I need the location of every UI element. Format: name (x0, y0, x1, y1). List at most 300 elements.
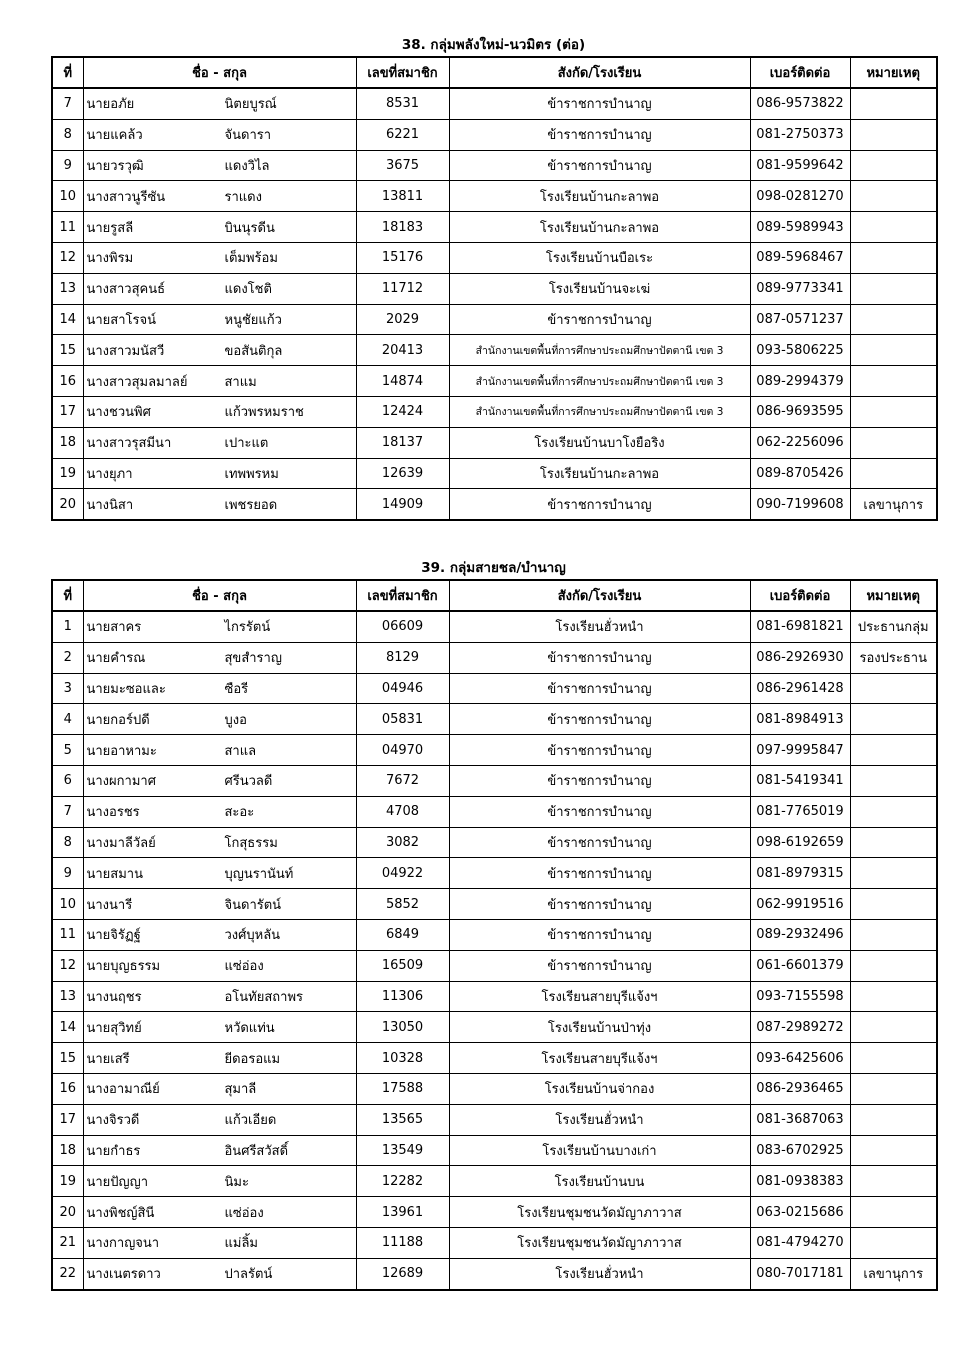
table-row (52, 673, 937, 704)
affiliation: ข้าราชการบำนาญ (449, 858, 750, 889)
table-header-row (52, 580, 937, 611)
affiliation: โรงเรียนบ้านจะเฆ่ (449, 273, 750, 304)
member-id: 06609 (356, 611, 449, 642)
note (850, 366, 937, 397)
table-row (52, 858, 937, 889)
member-name (83, 119, 356, 150)
first-name: นางสาวสุมลมาลย์ (86, 374, 188, 390)
member-name (83, 1197, 356, 1228)
first-name: นายแคล้ว (86, 128, 143, 144)
member-name (83, 919, 356, 950)
member-id: 13961 (356, 1197, 449, 1228)
first-name: นายกอร์ปดี (86, 712, 150, 728)
row-number: 15 (52, 335, 83, 366)
phone-number: 089-5989943 (750, 212, 850, 243)
phone-number: 063-0215686 (750, 1197, 850, 1228)
row-number: 6 (52, 765, 83, 796)
row-number: 21 (52, 1227, 83, 1258)
last-name: ยีดอรอแม (224, 1051, 281, 1067)
note (850, 1227, 937, 1258)
affiliation: ข้าราชการบำนาญ (449, 827, 750, 858)
row-number: 17 (52, 1104, 83, 1135)
note (850, 1073, 937, 1104)
first-name: นางพิรม (86, 251, 134, 267)
last-name: แดงวิไล (224, 158, 270, 174)
last-name: อินศรีสวัสดิ์ (224, 1143, 289, 1159)
phone-number: 089-8705426 (750, 458, 850, 489)
member-id: 04922 (356, 858, 449, 889)
table-row (52, 119, 937, 150)
member-id: 12282 (356, 1166, 449, 1197)
row-number: 2 (52, 642, 83, 673)
last-name: เปาะแต (224, 436, 269, 452)
member-id: 3082 (356, 827, 449, 858)
member-name (83, 396, 356, 427)
first-name: นางนฤชร (86, 989, 142, 1005)
member-name (83, 981, 356, 1012)
first-name: นางอรชร (86, 805, 140, 821)
affiliation: ข้าราชการบำนาญ (449, 119, 750, 150)
row-number: 7 (52, 796, 83, 827)
affiliation: โรงเรียนบ้านกะลาพอ (449, 181, 750, 212)
affiliation: ข้าราชการบำนาญ (449, 950, 750, 981)
row-number: 18 (52, 1135, 83, 1166)
note: เลขานุการ (850, 1258, 937, 1289)
first-name: นางจิรวดี (86, 1113, 140, 1129)
table-row (52, 458, 937, 489)
last-name: ราแดง (224, 189, 262, 205)
last-name: จินดารัตน์ (224, 897, 282, 913)
phone-number: 089-5968467 (750, 242, 850, 273)
affiliation: ข้าราชการบำนาญ (449, 673, 750, 704)
last-name: บูงอ (224, 712, 247, 728)
row-number: 19 (52, 1166, 83, 1197)
phone-number: 081-4794270 (750, 1227, 850, 1258)
affiliation: โรงเรียนบ้านกะลาพอ (449, 212, 750, 243)
table-row (52, 242, 937, 273)
member-name (83, 765, 356, 796)
last-name: อโนทัยสถาพร (224, 989, 304, 1005)
affiliation: ข้าราชการบำนาญ (449, 889, 750, 920)
table-header-row (52, 57, 937, 88)
row-number: 12 (52, 950, 83, 981)
row-number: 13 (52, 981, 83, 1012)
phone-number: 081-9599642 (750, 150, 850, 181)
member-name (83, 366, 356, 397)
member-id: 13811 (356, 181, 449, 212)
note (850, 458, 937, 489)
member-id: 14909 (356, 489, 449, 520)
table-row (52, 88, 937, 119)
member-id: 05831 (356, 704, 449, 735)
member-name (83, 642, 356, 673)
row-number: 16 (52, 1073, 83, 1104)
header-note: หมายเหตุ (850, 57, 937, 88)
first-name: นายจิรัฏฐ์ (86, 928, 141, 944)
table-row (52, 150, 937, 181)
affiliation: โรงเรียนฮั่วหนำ (449, 1104, 750, 1135)
last-name: สาแม (224, 374, 257, 390)
phone-number: 081-2750373 (750, 119, 850, 150)
affiliation: โรงเรียนบ้านบางเก่า (449, 1135, 750, 1166)
first-name: นายอภัย (86, 97, 135, 113)
first-name: นายสมาน (86, 866, 143, 882)
last-name: นิมะ (224, 1174, 249, 1190)
member-id: 04946 (356, 673, 449, 704)
table-row (52, 212, 937, 243)
table-row (52, 919, 937, 950)
row-number: 8 (52, 827, 83, 858)
phone-number: 062-2256096 (750, 427, 850, 458)
row-number: 17 (52, 396, 83, 427)
member-name (83, 150, 356, 181)
member-name (83, 889, 356, 920)
member-id: 5852 (356, 889, 449, 920)
row-number: 14 (52, 1012, 83, 1043)
note: รองประธาน (850, 642, 937, 673)
affiliation: โรงเรียนบ้านป่าทุ่ง (449, 1012, 750, 1043)
member-name (83, 735, 356, 766)
first-name: นายคำรณ (86, 651, 146, 667)
member-name (83, 1166, 356, 1197)
row-number: 22 (52, 1258, 83, 1289)
affiliation: ข้าราชการบำนาญ (449, 489, 750, 520)
member-id: 3675 (356, 150, 449, 181)
first-name: นางกาญจนา (86, 1236, 160, 1252)
affiliation: โรงเรียนบ้านบือเระ (449, 242, 750, 273)
member-id: 11712 (356, 273, 449, 304)
member-name (83, 304, 356, 335)
phone-number: 087-2989272 (750, 1012, 850, 1043)
last-name: บินนุรดีน (224, 220, 275, 236)
phone-number: 089-9773341 (750, 273, 850, 304)
last-name: จันดารา (224, 128, 272, 144)
affiliation: โรงเรียนบ้านบน (449, 1166, 750, 1197)
member-id: 12689 (356, 1258, 449, 1289)
table-row (52, 950, 937, 981)
member-name (83, 458, 356, 489)
note (850, 889, 937, 920)
phone-number: 086-9693595 (750, 396, 850, 427)
first-name: นางอามาณีย์ (86, 1082, 160, 1098)
last-name: เพชรยอด (224, 497, 278, 513)
table-row (52, 1073, 937, 1104)
header-name: ชื่อ - สกุล (83, 57, 356, 88)
affiliation: โรงเรียนชุมชนวัดมัญาภาวาส (449, 1227, 750, 1258)
phone-number: 090-7199608 (750, 489, 850, 520)
table-row (52, 796, 937, 827)
affiliation: สำนักงานเขตพื้นที่การศึกษาประถมศึกษาปัตตานี เขต 3 (449, 335, 750, 366)
member-id: 17588 (356, 1073, 449, 1104)
affiliation: โรงเรียนสายบุรีแจ้งฯ (449, 981, 750, 1012)
first-name: นางสาวสุคนธ์ (86, 282, 166, 298)
note (850, 181, 937, 212)
table-row (52, 335, 937, 366)
table-row (52, 735, 937, 766)
affiliation: ข้าราชการบำนาญ (449, 735, 750, 766)
affiliation: โรงเรียนชุมชนวัดมัญาภาวาส (449, 1197, 750, 1228)
member-name (83, 704, 356, 735)
note (850, 1012, 937, 1043)
member-id: 04970 (356, 735, 449, 766)
member-name (83, 1227, 356, 1258)
phone-number: 093-6425606 (750, 1043, 850, 1074)
member-name (83, 1043, 356, 1074)
row-number: 10 (52, 181, 83, 212)
phone-number: 086-9573822 (750, 88, 850, 119)
phone-number: 098-0281270 (750, 181, 850, 212)
header-phone: เบอร์ติดต่อ (750, 57, 850, 88)
affiliation: ข้าราชการบำนาญ (449, 88, 750, 119)
note (850, 242, 937, 273)
member-id: 6221 (356, 119, 449, 150)
affiliation: สำนักงานเขตพื้นที่การศึกษาประถมศึกษาปัตตานี เขต 3 (449, 396, 750, 427)
member-name (83, 1104, 356, 1135)
member-id: 18137 (356, 427, 449, 458)
group-39-table (51, 579, 938, 1291)
note (850, 88, 937, 119)
affiliation: ข้าราชการบำนาญ (449, 765, 750, 796)
table-row (52, 704, 937, 735)
row-number: 8 (52, 119, 83, 150)
affiliation: ข้าราชการบำนาญ (449, 304, 750, 335)
member-name (83, 212, 356, 243)
note (850, 981, 937, 1012)
last-name: แก้วเอียด (224, 1113, 277, 1129)
table-row (52, 765, 937, 796)
table-row (52, 181, 937, 212)
first-name: นางชวนพิศ (86, 405, 151, 421)
header-note: หมายเหตุ (850, 580, 937, 611)
table-row (52, 642, 937, 673)
last-name: หนูชัยแก้ว (224, 312, 282, 328)
group-38-section (51, 34, 936, 521)
row-number: 20 (52, 1197, 83, 1228)
last-name: สุขสำราญ (224, 651, 282, 667)
note (850, 827, 937, 858)
last-name: ซือรี (224, 681, 249, 697)
member-id: 6849 (356, 919, 449, 950)
first-name: นายสุวิทย์ (86, 1020, 142, 1036)
row-number: 15 (52, 1043, 83, 1074)
note (850, 950, 937, 981)
member-id: 8129 (356, 642, 449, 673)
phone-number: 062-9919516 (750, 889, 850, 920)
member-name (83, 673, 356, 704)
last-name: แดงโชติ (224, 282, 272, 298)
row-number: 1 (52, 611, 83, 642)
member-name (83, 1012, 356, 1043)
note (850, 335, 937, 366)
first-name: นายกำธร (86, 1143, 141, 1159)
header-phone: เบอร์ติดต่อ (750, 580, 850, 611)
first-name: นายเสรี (86, 1051, 130, 1067)
last-name: แซ่อ่อง (224, 1205, 264, 1221)
group-38-rows (52, 88, 937, 520)
first-name: นายอาหามะ (86, 743, 157, 759)
table-row (52, 1012, 937, 1043)
phone-number: 098-6192659 (750, 827, 850, 858)
member-id: 11188 (356, 1227, 449, 1258)
phone-number: 081-8979315 (750, 858, 850, 889)
first-name: นางมาลีวัลย์ (86, 835, 156, 851)
note (850, 1104, 937, 1135)
first-name: นางนารี (86, 897, 133, 913)
note (850, 796, 937, 827)
note (850, 119, 937, 150)
first-name: นายมะซอและ (86, 681, 166, 697)
row-number: 18 (52, 427, 83, 458)
note (850, 273, 937, 304)
last-name: ไกรรัตน์ (224, 620, 271, 636)
note (850, 1197, 937, 1228)
table-row (52, 827, 937, 858)
note (850, 704, 937, 735)
table-row (52, 396, 937, 427)
row-number: 11 (52, 919, 83, 950)
last-name: สะอะ (224, 805, 255, 821)
member-id: 18183 (356, 212, 449, 243)
first-name: นายวรวุฒิ (86, 158, 144, 174)
row-number: 10 (52, 889, 83, 920)
phone-number: 086-2936465 (750, 1073, 850, 1104)
affiliation: โรงเรียนฮั่วหนำ (449, 611, 750, 642)
member-name (83, 88, 356, 119)
affiliation: ข้าราชการบำนาญ (449, 919, 750, 950)
row-number: 9 (52, 858, 83, 889)
row-number: 3 (52, 673, 83, 704)
member-name (83, 1258, 356, 1289)
note: ประธานกลุ่ม (850, 611, 937, 642)
member-id: 16509 (356, 950, 449, 981)
phone-number: 086-2926930 (750, 642, 850, 673)
first-name: นางนิสา (86, 497, 134, 513)
last-name: สุมาลี (224, 1082, 257, 1098)
affiliation: โรงเรียนบ้านจ่ากอง (449, 1073, 750, 1104)
note (850, 673, 937, 704)
phone-number: 086-2961428 (750, 673, 850, 704)
affiliation: ข้าราชการบำนาญ (449, 150, 750, 181)
first-name: นางสาวมนัสวี (86, 343, 165, 359)
affiliation: ข้าราชการบำนาญ (449, 796, 750, 827)
member-id: 11306 (356, 981, 449, 1012)
last-name: ขอสันติกุล (224, 343, 283, 359)
table-row (52, 1104, 937, 1135)
affiliation: สำนักงานเขตพื้นที่การศึกษาประถมศึกษาปัตตานี เขต 3 (449, 366, 750, 397)
table-row (52, 366, 937, 397)
row-number: 12 (52, 242, 83, 273)
group-38-table (51, 56, 938, 521)
last-name: วงศ์บุหลัน (224, 928, 281, 944)
row-number: 13 (52, 273, 83, 304)
member-name (83, 273, 356, 304)
member-name (83, 1135, 356, 1166)
header-member-id: เลขที่สมาชิก (356, 57, 449, 88)
last-name: โกสุธรรม (224, 835, 278, 851)
phone-number: 093-7155598 (750, 981, 850, 1012)
member-name (83, 489, 356, 520)
row-number: 11 (52, 212, 83, 243)
last-name: เทพพรหม (224, 466, 279, 482)
row-number: 16 (52, 366, 83, 397)
member-id: 13565 (356, 1104, 449, 1135)
phone-number: 087-0571237 (750, 304, 850, 335)
last-name: บุญนรานันท์ (224, 866, 294, 882)
first-name: นางยุภา (86, 466, 133, 482)
phone-number: 081-0938383 (750, 1166, 850, 1197)
phone-number: 081-8984913 (750, 704, 850, 735)
group-39-section (51, 557, 936, 1291)
phone-number: 081-3687063 (750, 1104, 850, 1135)
member-name (83, 611, 356, 642)
row-number: 4 (52, 704, 83, 735)
phone-number: 081-6981821 (750, 611, 850, 642)
header-no: ที่ (52, 57, 83, 88)
first-name: นายรูสลี (86, 220, 134, 236)
member-name (83, 950, 356, 981)
member-name (83, 335, 356, 366)
table-row (52, 1166, 937, 1197)
phone-number: 080-7017181 (750, 1258, 850, 1289)
member-id: 12424 (356, 396, 449, 427)
member-name (83, 827, 356, 858)
row-number: 20 (52, 489, 83, 520)
last-name: ปาลรัตน์ (224, 1267, 273, 1283)
note (850, 1166, 937, 1197)
row-number: 7 (52, 88, 83, 119)
affiliation: ข้าราชการบำนาญ (449, 704, 750, 735)
first-name: นายสาโรจน์ (86, 312, 157, 328)
affiliation: โรงเรียนบ้านบาโงยือริง (449, 427, 750, 458)
group-39-title: 39. กลุ่มสายชล/บำนาญ (421, 560, 566, 576)
table-row (52, 489, 937, 520)
table-row (52, 1043, 937, 1074)
note (850, 212, 937, 243)
table-row (52, 273, 937, 304)
phone-number: 081-7765019 (750, 796, 850, 827)
member-id: 2029 (356, 304, 449, 335)
phone-number: 089-2932496 (750, 919, 850, 950)
first-name: นางพิชญ์สินี (86, 1205, 155, 1221)
first-name: นางสาวนูรีซัน (86, 189, 166, 205)
note (850, 150, 937, 181)
table-row (52, 889, 937, 920)
header-affiliation: สังกัด/โรงเรียน (449, 57, 750, 88)
phone-number: 083-6702925 (750, 1135, 850, 1166)
note (850, 427, 937, 458)
table-row (52, 1227, 937, 1258)
phone-number: 081-5419341 (750, 765, 850, 796)
row-number: 14 (52, 304, 83, 335)
table-row (52, 1258, 937, 1289)
last-name: ศรีนวลดี (224, 774, 273, 790)
note (850, 1043, 937, 1074)
table-row (52, 1135, 937, 1166)
member-name (83, 1073, 356, 1104)
last-name: หวัดแท่น (224, 1020, 275, 1036)
member-name (83, 427, 356, 458)
note (850, 396, 937, 427)
last-name: สาแล (224, 743, 257, 759)
last-name: นิตยบูรณ์ (224, 97, 277, 113)
first-name: นางผกามาศ (86, 774, 156, 790)
phone-number: 061-6601379 (750, 950, 850, 981)
member-id: 7672 (356, 765, 449, 796)
header-member-id: เลขที่สมาชิก (356, 580, 449, 611)
first-name: นายปัญญา (86, 1174, 149, 1190)
header-no: ที่ (52, 580, 83, 611)
affiliation: โรงเรียนสายบุรีแจ้งฯ (449, 1043, 750, 1074)
